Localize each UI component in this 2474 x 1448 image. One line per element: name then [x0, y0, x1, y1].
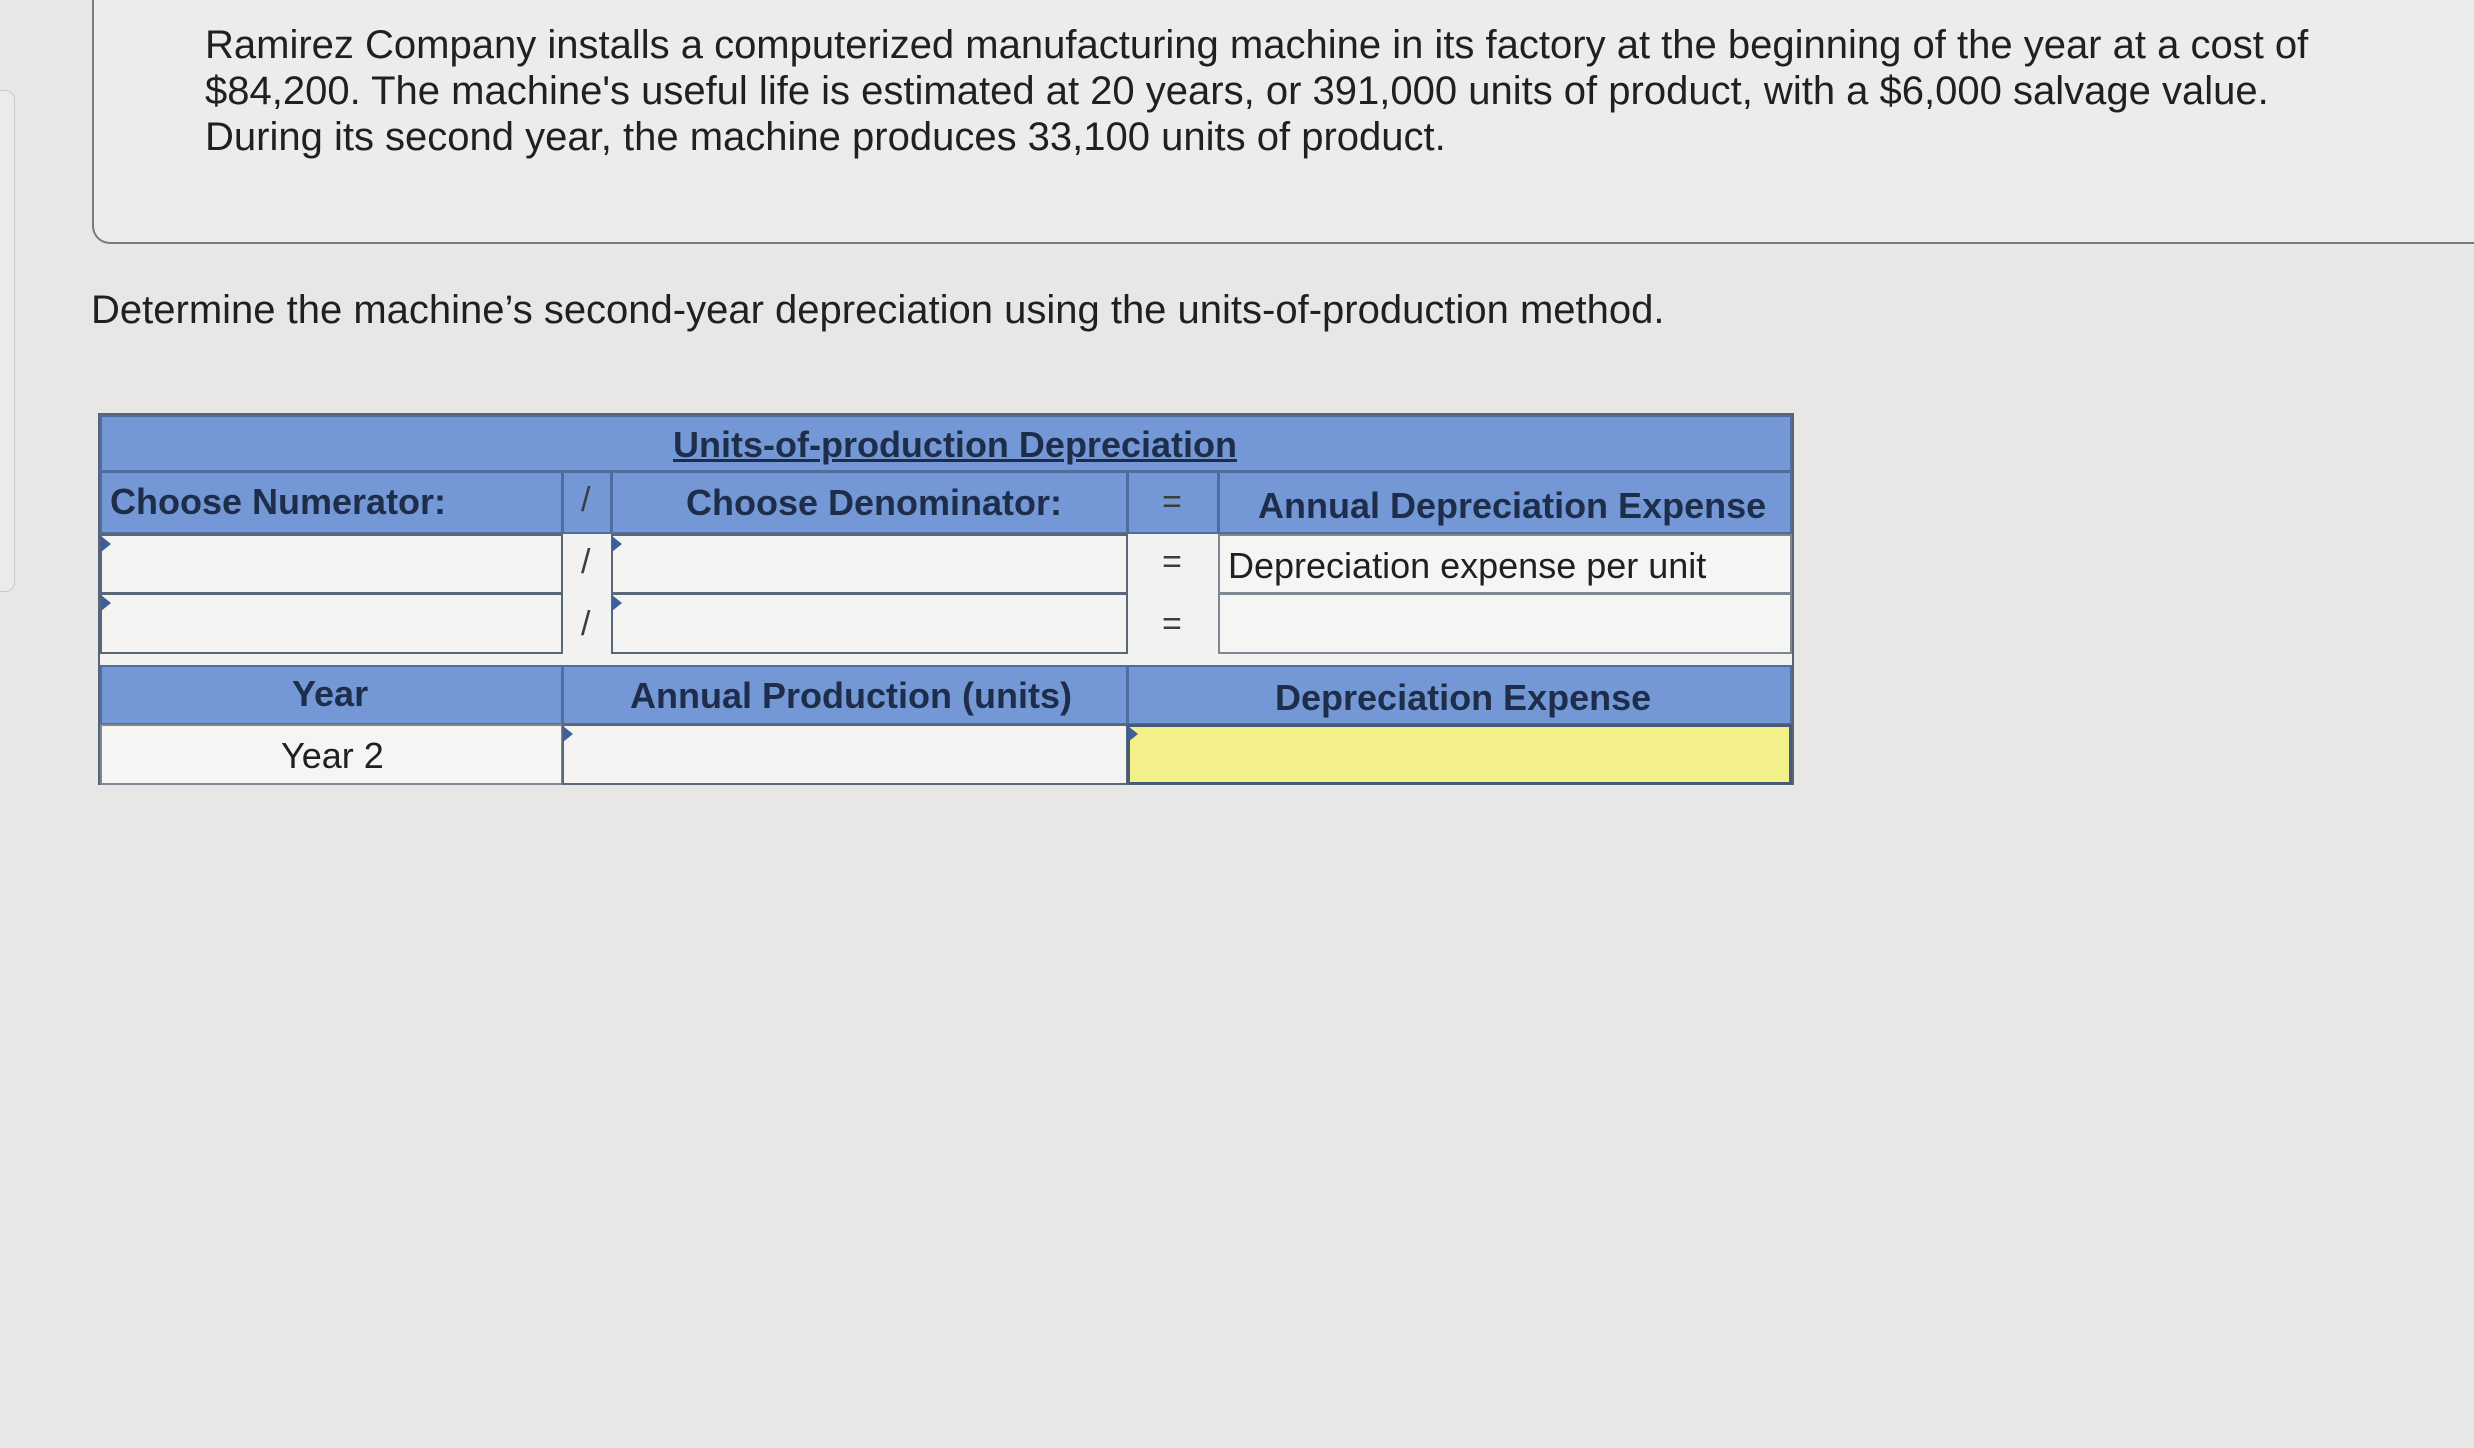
year-header-label: Year [292, 673, 369, 714]
problem-statement [205, 22, 2455, 160]
production-header-label: Annual Production (units) [630, 675, 1072, 716]
denominator-label: Choose Denominator: [686, 482, 1063, 523]
dropdown-marker-icon [612, 595, 622, 611]
result-cell-2[interactable] [1218, 593, 1792, 654]
problem-line-2: $84,200. The machine's useful life is estimated at 20 years, or 391,000 units of product, with a $6,000 salvage value. [205, 69, 2269, 113]
denominator-input-2[interactable] [611, 593, 1128, 654]
depreciation-expense-input[interactable] [1127, 724, 1792, 785]
result-label-row-1: Depreciation expense per unit [1228, 545, 1707, 586]
worksheet-title: Units-of-production Depreciation [673, 424, 1237, 465]
numerator-input-1[interactable] [100, 534, 563, 594]
annual-production-input[interactable] [562, 724, 1128, 785]
units-of-production-worksheet [98, 413, 1794, 785]
divide-sign-header: / [581, 481, 591, 519]
divide-sign-row-2: / [581, 605, 591, 643]
instruction-text: Determine the machine’s second-year depreciation using the units-of-production method. [91, 288, 1665, 332]
divide-sign-row-1: / [581, 543, 591, 581]
denominator-input-1[interactable] [611, 534, 1128, 594]
expense-header-label: Depreciation Expense [1275, 677, 1652, 718]
dropdown-marker-icon [1128, 726, 1138, 742]
equals-sign-row-2: = [1162, 605, 1182, 643]
numerator-label: Choose Numerator: [110, 481, 447, 522]
equals-sign-header: = [1162, 483, 1182, 521]
numerator-input-2[interactable] [100, 593, 563, 654]
annual-expense-label: Annual Depreciation Expense [1258, 485, 1767, 526]
dropdown-marker-icon [612, 536, 622, 552]
dropdown-marker-icon [101, 595, 111, 611]
problem-line-1: Ramirez Company installs a computerized manufacturing machine in its factory at the beginning of the year at a cost of [205, 23, 2309, 67]
equals-sign-row-1: = [1162, 543, 1182, 581]
dropdown-marker-icon [101, 536, 111, 552]
left-panel-edge [0, 90, 15, 592]
dropdown-marker-icon [563, 726, 573, 742]
year-2-label: Year 2 [281, 735, 384, 776]
problem-line-3: During its second year, the machine produces 33,100 units of product. [205, 115, 1446, 159]
